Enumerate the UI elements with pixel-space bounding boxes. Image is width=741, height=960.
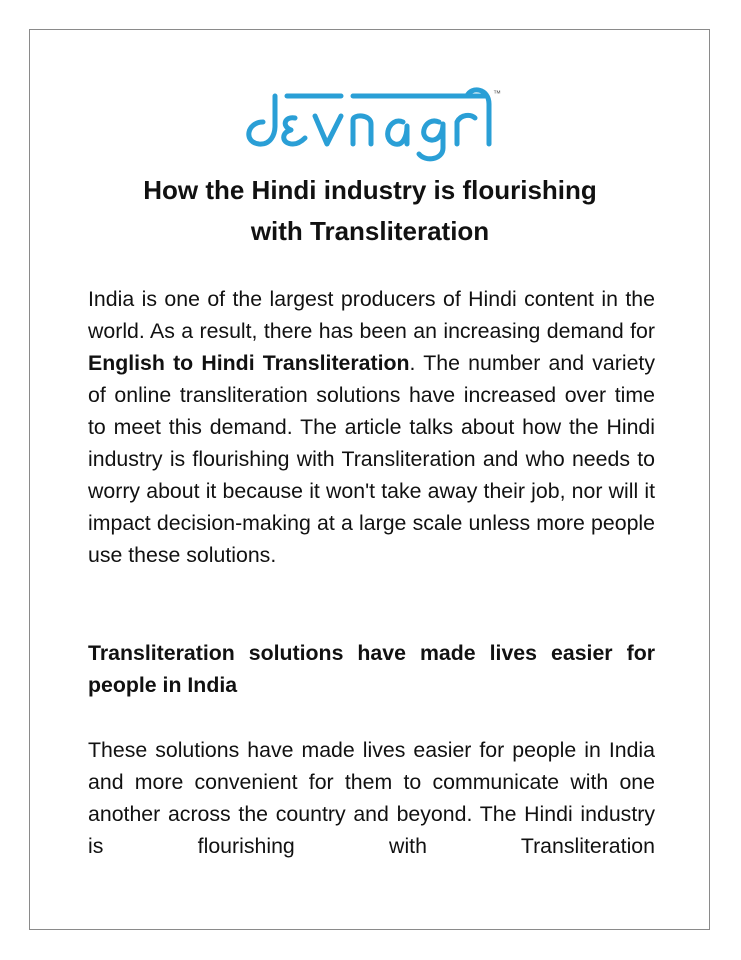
title-line-2: with Transliteration	[250, 216, 490, 246]
intro-paragraph	[88, 283, 655, 571]
page-title	[70, 170, 670, 252]
section-paragraph: These solutions have made lives easier for people in India and more convenient for them to communicate with one another across the country and beyond. The Hindi industry is flourishing with Transliteration	[88, 738, 655, 858]
intro-bold-phrase: English to Hindi Transliteration	[88, 351, 410, 375]
document-page	[29, 29, 710, 930]
intro-text-end: . The number and variety of online transliteration solutions have increased over time to meet this demand. The article talks about how the Hindi industry is flourishing with Transliteration and who needs to worry about it because it won't take away their job, nor will it impact decision-making at a large scale unless more people use these solutions.	[88, 351, 655, 567]
title-line-1: How the Hindi industry is flourishing	[143, 175, 597, 205]
intro-text-start: India is one of the largest producers of Hindi content in the world. As a result, there has been an increasing demand for	[88, 287, 655, 343]
section-heading: Transliteration solutions have made lives easier for people in India	[88, 641, 655, 697]
devnagri-logo	[235, 82, 525, 164]
trademark-symbol: ™	[493, 89, 501, 98]
